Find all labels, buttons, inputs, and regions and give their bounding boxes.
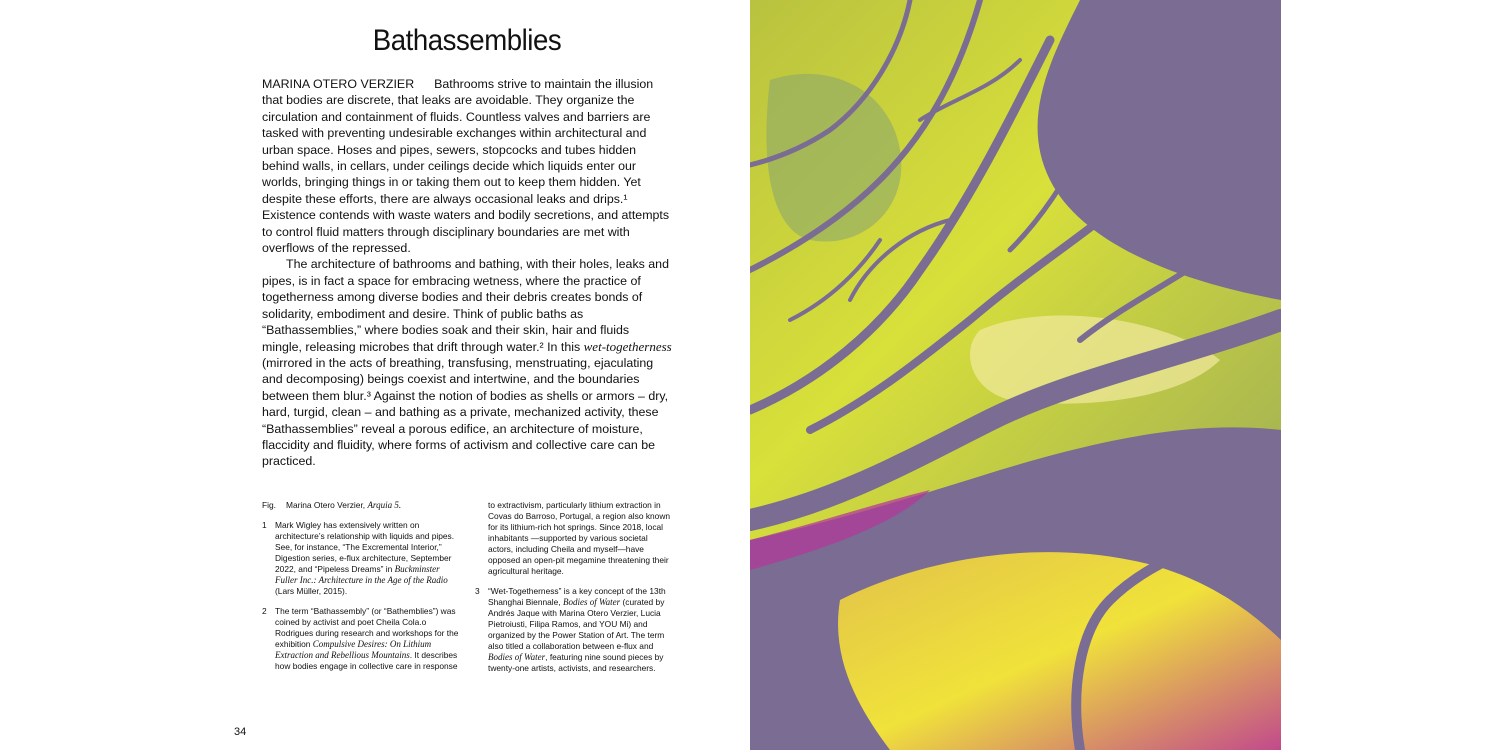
figure-credit: Marina Otero Verzier, [285,500,366,510]
footnote-1-text-b: (Lars Müller, 2015). [275,586,348,596]
footnote-3 [475,586,675,674]
article-title: Bathassemblies [372,24,562,57]
article-body [262,76,672,470]
author-name: MARINA OTERO VERZIER [262,77,415,91]
footnote-2 [262,606,460,672]
page-number: 34 [234,726,247,738]
paragraph-2 [262,256,672,469]
paragraph-1-text: Bathrooms strive to maintain the illusion that bodies are discrete, that leaks are avoidable. They organize the circulation and containment of fluids. Countless valves and barriers are tasked with preventing undesirable exchanges within architectural and urban space. Hoses and pipes, sewers, stopcocks and tubes hidden behind walls, in cellars, under ceilings decide which liquids enter our worlds, bringing things in or taking them out to keep them hidden. Yet despite these efforts, there are always occasional leaks and drips.¹ Existence contends with waste waters and bodily secretions, and attempts to control fluid matters through disciplinary boundaries are met with overflows of the repressed. [262,77,670,256]
footnote-2-text-a: The term “Bathassembly” (or “Bathemblies”) was coined by activist and poet Cheila Cola.o Rodrigues during research and workshops for the exhibition [275,606,459,649]
notes-column-1 [262,500,460,681]
footnote-3-text-c: , featuring nine sound pieces by twenty-one artists, activists, and researchers. [488,652,664,673]
footnote-2-text-b: . It describes how bodies engage in collective care in response [275,650,458,671]
footnote-3-collaboration-title: Bodies of Water [488,652,546,662]
footnote-3-text-b: (curated by Andrés Jaque with Marina Otero Verzier, Lucia Pietroiusti, Filipa Ramos, and YOU Mi) and organized by the Power Station of Art. The term also titled a collaboration between e-flux and [488,597,665,651]
notes-column-2 [475,500,675,683]
paragraph-1 [262,76,672,256]
footnote-1-number: 1 [262,520,267,530]
footnote-1-book-title: Buckminster Fuller Inc.: Architecture in the Age of the Radio [275,564,448,585]
footnote-2-continued: to extractivism, particularly lithium extraction in Covas do Barroso, Portugal, a region also known for its lithium-rich hot springs. Since 2018, local inhabitants —supported by various societal actors, including Cheila and myself—have opposed an open-pit megamine threatening their agricultural heritage. [488,500,671,576]
aerial-delta-photo [750,0,1281,750]
right-page [750,0,1500,750]
figure-label: Fig. [262,500,276,510]
footnote-3-text-a: “Wet-Togetherness” is a key concept of the 13th Shanghai Biennale, [488,586,666,607]
footnote-1 [262,520,460,597]
figure-caption [262,500,460,511]
paragraph-2-emphasis: wet-togetherness [583,338,672,354]
figure-work-title: Arquia 5. [367,500,402,510]
paragraph-2-text-a: The architecture of bathrooms and bathing, with their holes, leaks and pipes, is in fact a space for embracing wetness, where the practice of togetherness among diverse bodies and their debris creates bonds of solidarity, embodiment and desire. Think of public baths as “Bathassemblies,” where bodies soak and their skin, hair and fluids mingle, releasing microbes that drift through water.² In this [262,257,669,354]
paragraph-2-text-b: (mirrored in the acts of breathing, transfusing, menstruating, ejaculating and decomposing) beings coexist and intertwine, and the boundaries between them blur.³ Against the notion of bodies as shells or armors – dry, hard, turgid, clean – and bathing as a private, mechanized activity, these “Bathassemblies” reveal a porous edifice, an architecture of moisture, flaccidity and fluidity, where forms of activism and collective care can be practiced. [262,355,669,469]
footnote-2-number: 2 [262,606,267,616]
footnote-1-text-a: Mark Wigley has extensively written on architecture’s relationship with liquids and pipes. See, for instance, “The Excremental Interior,” Digestion series, e-flux architecture, September 2022, and “Pipeless Dreams” in [275,520,455,574]
footnote-3-number: 3 [475,586,480,596]
footnote-2-exhibition-title: Compulsive Desires: On Lithium Extraction and Rebellious Mountains [275,639,432,660]
footnote-3-biennale-title: Bodies of Water [562,597,621,607]
